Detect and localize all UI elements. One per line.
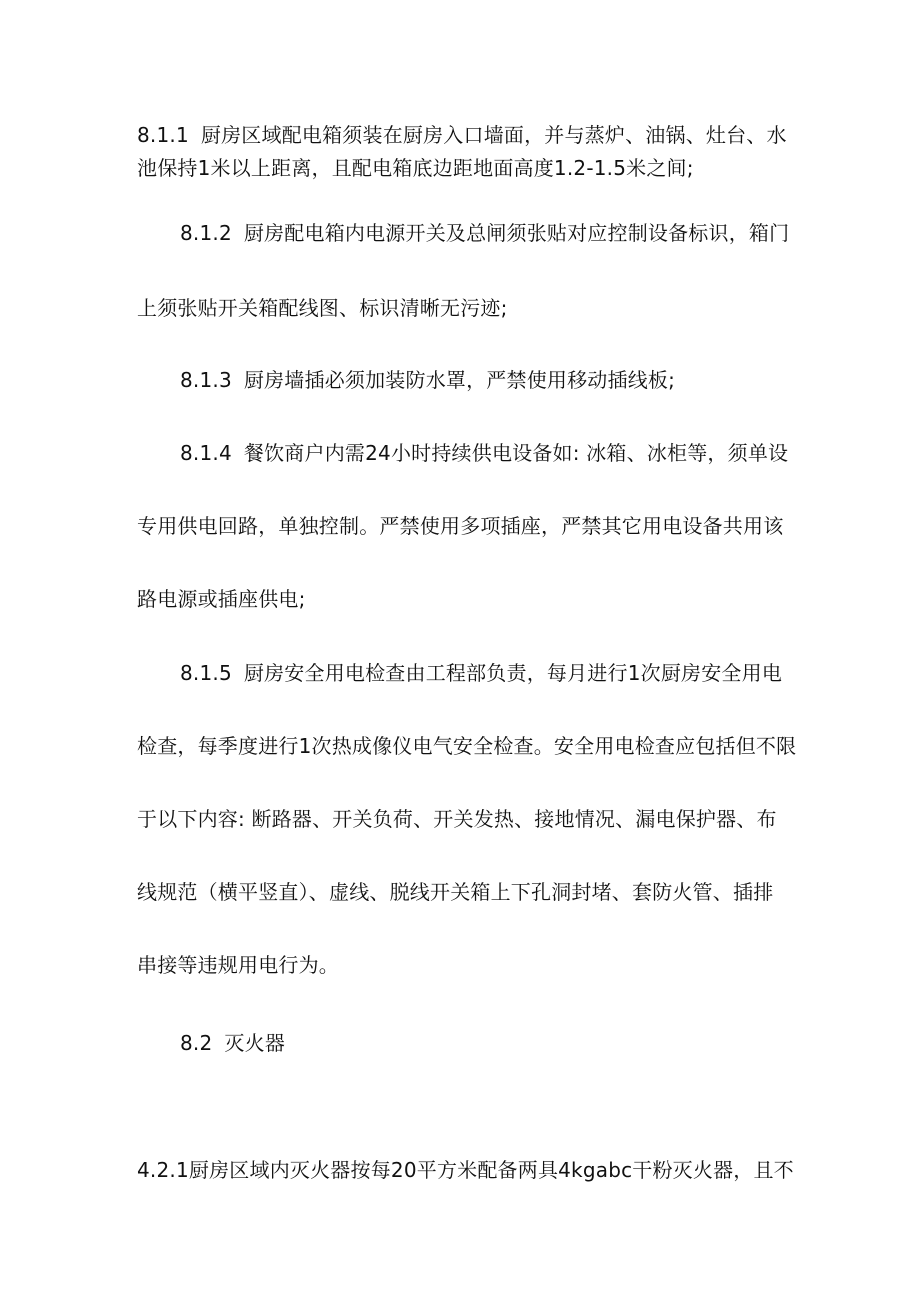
- paragraph-4-2-1-line-1: 4.2.1厨房区域内灭火器按每20平方米配备两具4kgabc干粉灭火器，且不: [137, 1158, 794, 1182]
- paragraph-8-1-4-line-2: 专用供电回路，单独控制。严禁使用多项插座，严禁其它用电设备共用该: [137, 514, 784, 538]
- section-number: 8.1.2: [180, 221, 232, 245]
- paragraph-8-1-2-line-1: [180, 219, 789, 247]
- paragraph-8-1-1-line-2: 池保持1米以上距离，且配电箱底边距地面高度1.2-1.5米之间;: [137, 156, 694, 180]
- section-number: 8.1.5: [180, 661, 232, 685]
- paragraph-text: 厨房安全用电检查由工程部负责，每月进行1次厨房安全用电: [243, 661, 783, 685]
- paragraph-8-1-5-line-1: [180, 659, 782, 687]
- paragraph-text: 餐饮商户内需24小时持续供电设备如: 冰箱、冰柜等，须单设: [243, 441, 789, 465]
- section-number: 8.1.4: [180, 441, 232, 465]
- paragraph-text: 厨房区域配电箱须装在厨房入口墙面，并与蒸炉、油锅、灶台、水: [200, 123, 787, 147]
- section-number: 8.1.1: [137, 123, 189, 147]
- paragraph-8-1-5-line-5: 串接等违规用电行为。: [137, 953, 339, 977]
- paragraph-8-1-1-line-1: [137, 121, 787, 149]
- section-title: 灭火器: [224, 1031, 286, 1055]
- paragraph-8-1-5-line-2: 检查，每季度进行1次热成像仪电气安全检查。安全用电检查应包括但不限: [137, 734, 797, 758]
- paragraph-8-1-4-line-1: [180, 439, 788, 467]
- paragraph-text: 厨房墙插必须加装防水罩，严禁使用移动插线板;: [243, 368, 676, 392]
- paragraph-8-1-3-line-1: [180, 366, 675, 394]
- paragraph-8-1-5-line-3: 于以下内容: 断路器、开关负荷、开关发热、接地情况、漏电保护器、布: [137, 807, 777, 831]
- section-heading-8-2: [180, 1029, 285, 1057]
- section-number: 8.1.3: [180, 368, 232, 392]
- paragraph-8-1-2-line-2: 上须张贴开关箱配线图、标识清晰无污迹;: [137, 296, 508, 320]
- paragraph-text: 厨房配电箱内电源开关及总闸须张贴对应控制设备标识，箱门: [243, 221, 790, 245]
- section-number: 8.2: [180, 1031, 213, 1055]
- paragraph-8-1-4-line-3: 路电源或插座供电;: [137, 587, 306, 611]
- paragraph-8-1-5-line-4: 线规范（横平竖直）、虚线、脱线开关箱上下孔洞封堵、套防火管、插排: [137, 880, 774, 904]
